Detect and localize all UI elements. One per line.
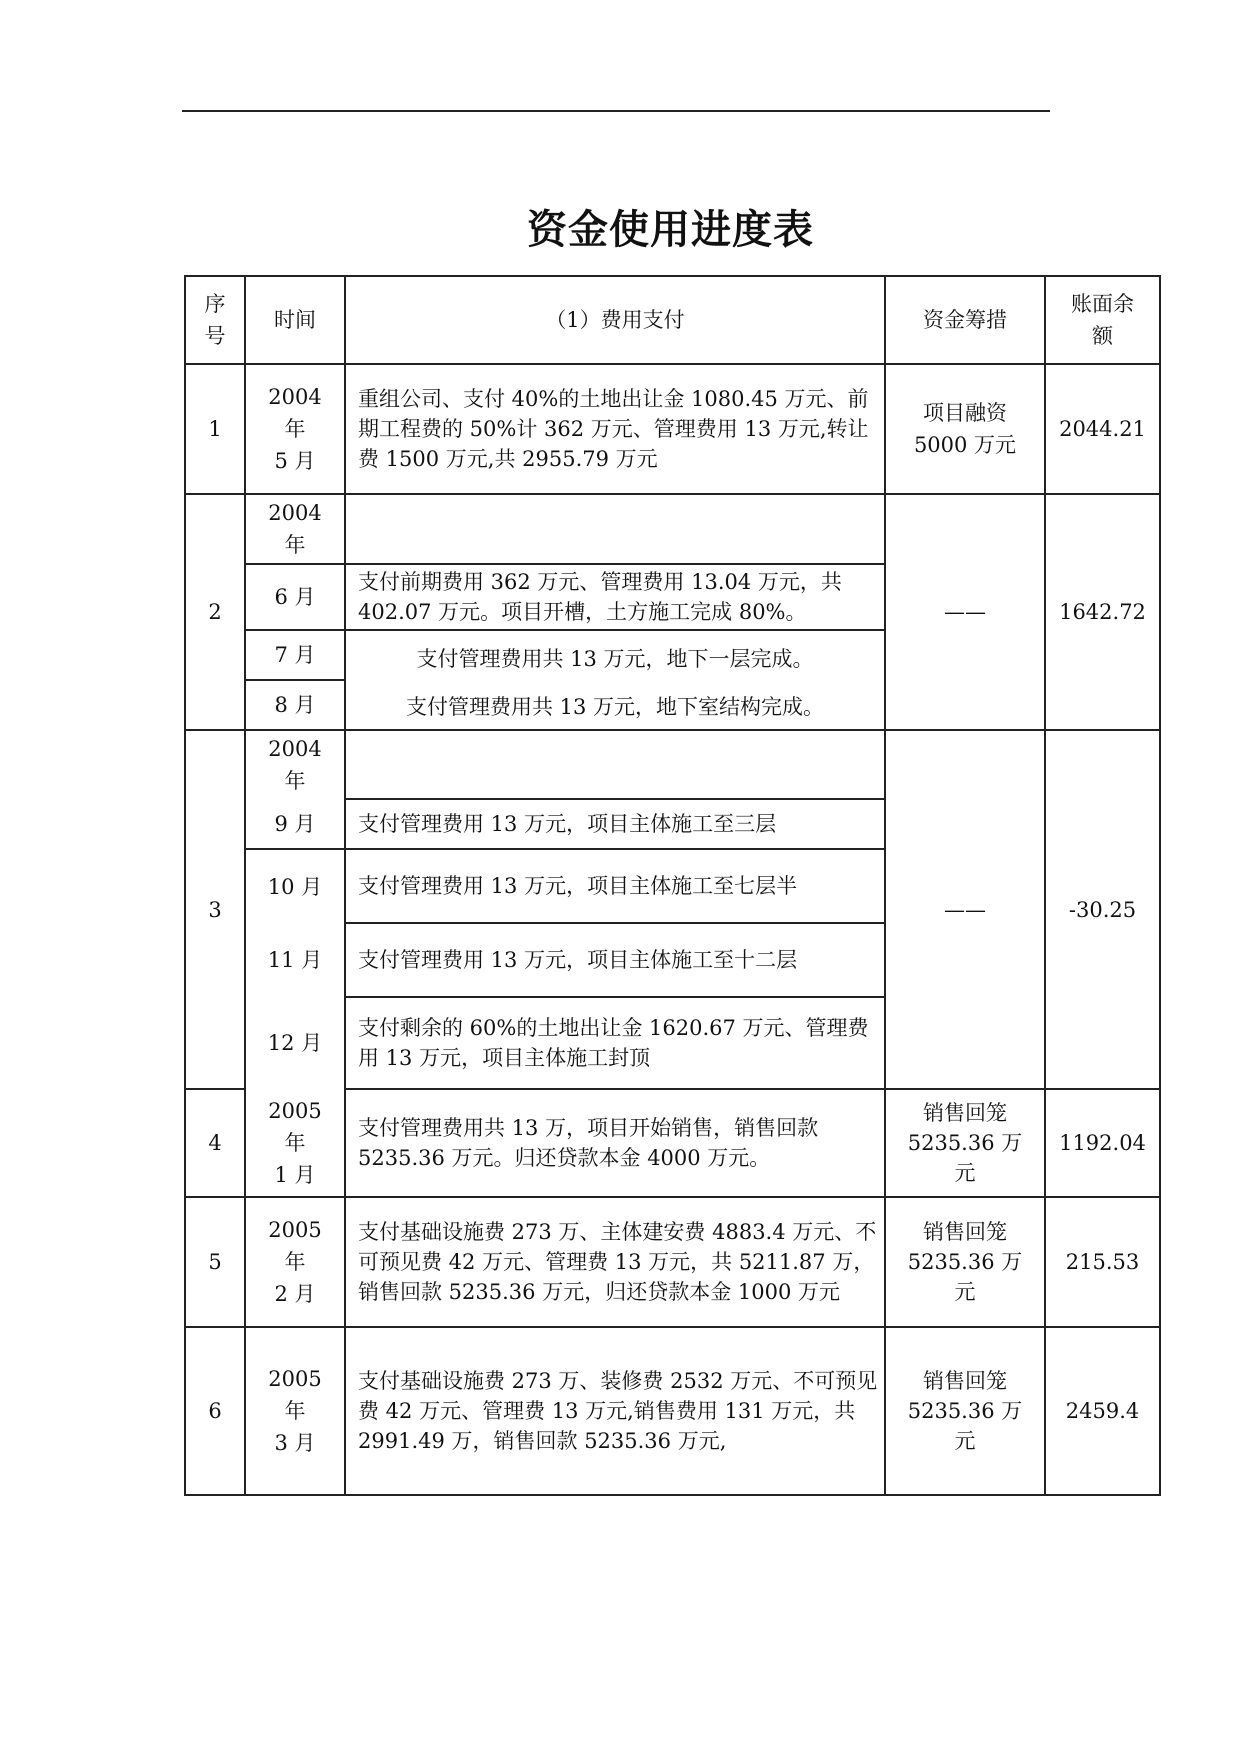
row-balance: -30.25 — [1045, 730, 1160, 1089]
row-seq: 1 — [185, 364, 245, 494]
row-time: 2005 年 1 月 — [245, 1089, 345, 1197]
header-time: 时间 — [245, 276, 345, 364]
row-payment-empty — [345, 730, 885, 799]
row-payment: 支付管理费用 13 万元，项目主体施工至十二层 — [345, 923, 885, 997]
row-time: 11 月 — [245, 923, 345, 997]
row-time: 2005 年 2 月 — [245, 1197, 345, 1327]
row-time: 2005 年 3 月 — [245, 1327, 345, 1495]
row-time: 12 月 — [245, 997, 345, 1089]
payment-line: 支付管理费用共 13 万元，地下室结构完成。 — [405, 695, 825, 719]
row-time: 8 月 — [245, 680, 345, 730]
table-row — [185, 494, 1160, 564]
row-funding: —— — [885, 730, 1045, 1089]
row-funding: 项目融资 5000 万元 — [885, 364, 1045, 494]
row-balance: 215.53 — [1045, 1197, 1160, 1327]
row-time: 10 月 — [245, 849, 345, 923]
row-funding: 销售回笼 5235.36 万 元 — [885, 1089, 1045, 1197]
row-payment: 支付剩余的 60%的土地出让金 1620.67 万元、管理费用 13 万元，项目主体施工封顶 — [345, 997, 885, 1089]
table-row — [185, 1089, 1160, 1197]
row-seq: 5 — [185, 1197, 245, 1327]
row-payment: 支付基础设施费 273 万、装修费 2532 万元、不可预见费 42 万元、管理费 13 万元,销售费用 131 万元，共 2991.49 万，销售回款 5235.36 万元, — [345, 1327, 885, 1495]
row-time: 2004 年 5 月 — [245, 364, 345, 494]
table-row — [185, 1327, 1160, 1495]
fund-usage-table — [184, 275, 1161, 1496]
row-payment: 重组公司、支付 40%的土地出让金 1080.45 万元、前期工程费的 50%计 362 万元、管理费用 13 万元,转让费 1500 万元,共 2955.79 万元 — [345, 364, 885, 494]
row-payment-empty — [345, 494, 885, 564]
header-seq: 序 号 — [185, 276, 245, 364]
row-seq: 3 — [185, 730, 245, 1089]
row-payment-merged — [345, 630, 885, 730]
header-payment: （1）费用支付 — [345, 276, 885, 364]
payment-line: 支付管理费用共 13 万元，地下一层完成。 — [416, 647, 814, 671]
table-header-row — [185, 276, 1160, 364]
row-balance: 1192.04 — [1045, 1089, 1160, 1197]
document-title: 资金使用进度表 — [527, 206, 814, 253]
row-time: 7 月 — [245, 630, 345, 680]
header-balance: 账面余 额 — [1045, 276, 1160, 364]
row-funding: —— — [885, 494, 1045, 730]
row-funding: 销售回笼 5235.36 万 元 — [885, 1327, 1045, 1495]
table-row — [185, 1197, 1160, 1327]
row-payment: 支付前期费用 362 万元、管理费用 13.04 万元，共 402.07 万元。项目开槽，土方施工完成 80%。 — [345, 564, 885, 630]
row-payment: 支付管理费用 13 万元，项目主体施工至三层 — [345, 799, 885, 849]
row-balance: 1642.72 — [1045, 494, 1160, 730]
row-funding: 销售回笼 5235.36 万 元 — [885, 1197, 1045, 1327]
row-time: 6 月 — [245, 564, 345, 630]
row-seq: 6 — [185, 1327, 245, 1495]
row-balance: 2459.4 — [1045, 1327, 1160, 1495]
header-rule — [182, 110, 1050, 112]
row-time-header: 2004 年 — [245, 494, 345, 564]
row-seq: 2 — [185, 494, 245, 730]
row-payment: 支付基础设施费 273 万、主体建安费 4883.4 万元、不可预见费 42 万元、管理费 13 万元，共 5211.87 万，销售回款 5235.36 万元，归还贷款本金 1000 万元 — [345, 1197, 885, 1327]
row-payment: 支付管理费用 13 万元，项目主体施工至七层半 — [345, 849, 885, 923]
table-row — [185, 730, 1160, 799]
row-time-header: 2004 年 — [245, 730, 345, 799]
row-payment: 支付管理费用共 13 万，项目开始销售，销售回款 5235.36 万元。归还贷款本金 4000 万元。 — [345, 1089, 885, 1197]
header-funding: 资金筹措 — [885, 276, 1045, 364]
row-seq: 4 — [185, 1089, 245, 1197]
row-balance: 2044.21 — [1045, 364, 1160, 494]
table-row — [185, 364, 1160, 494]
row-time: 9 月 — [245, 799, 345, 849]
